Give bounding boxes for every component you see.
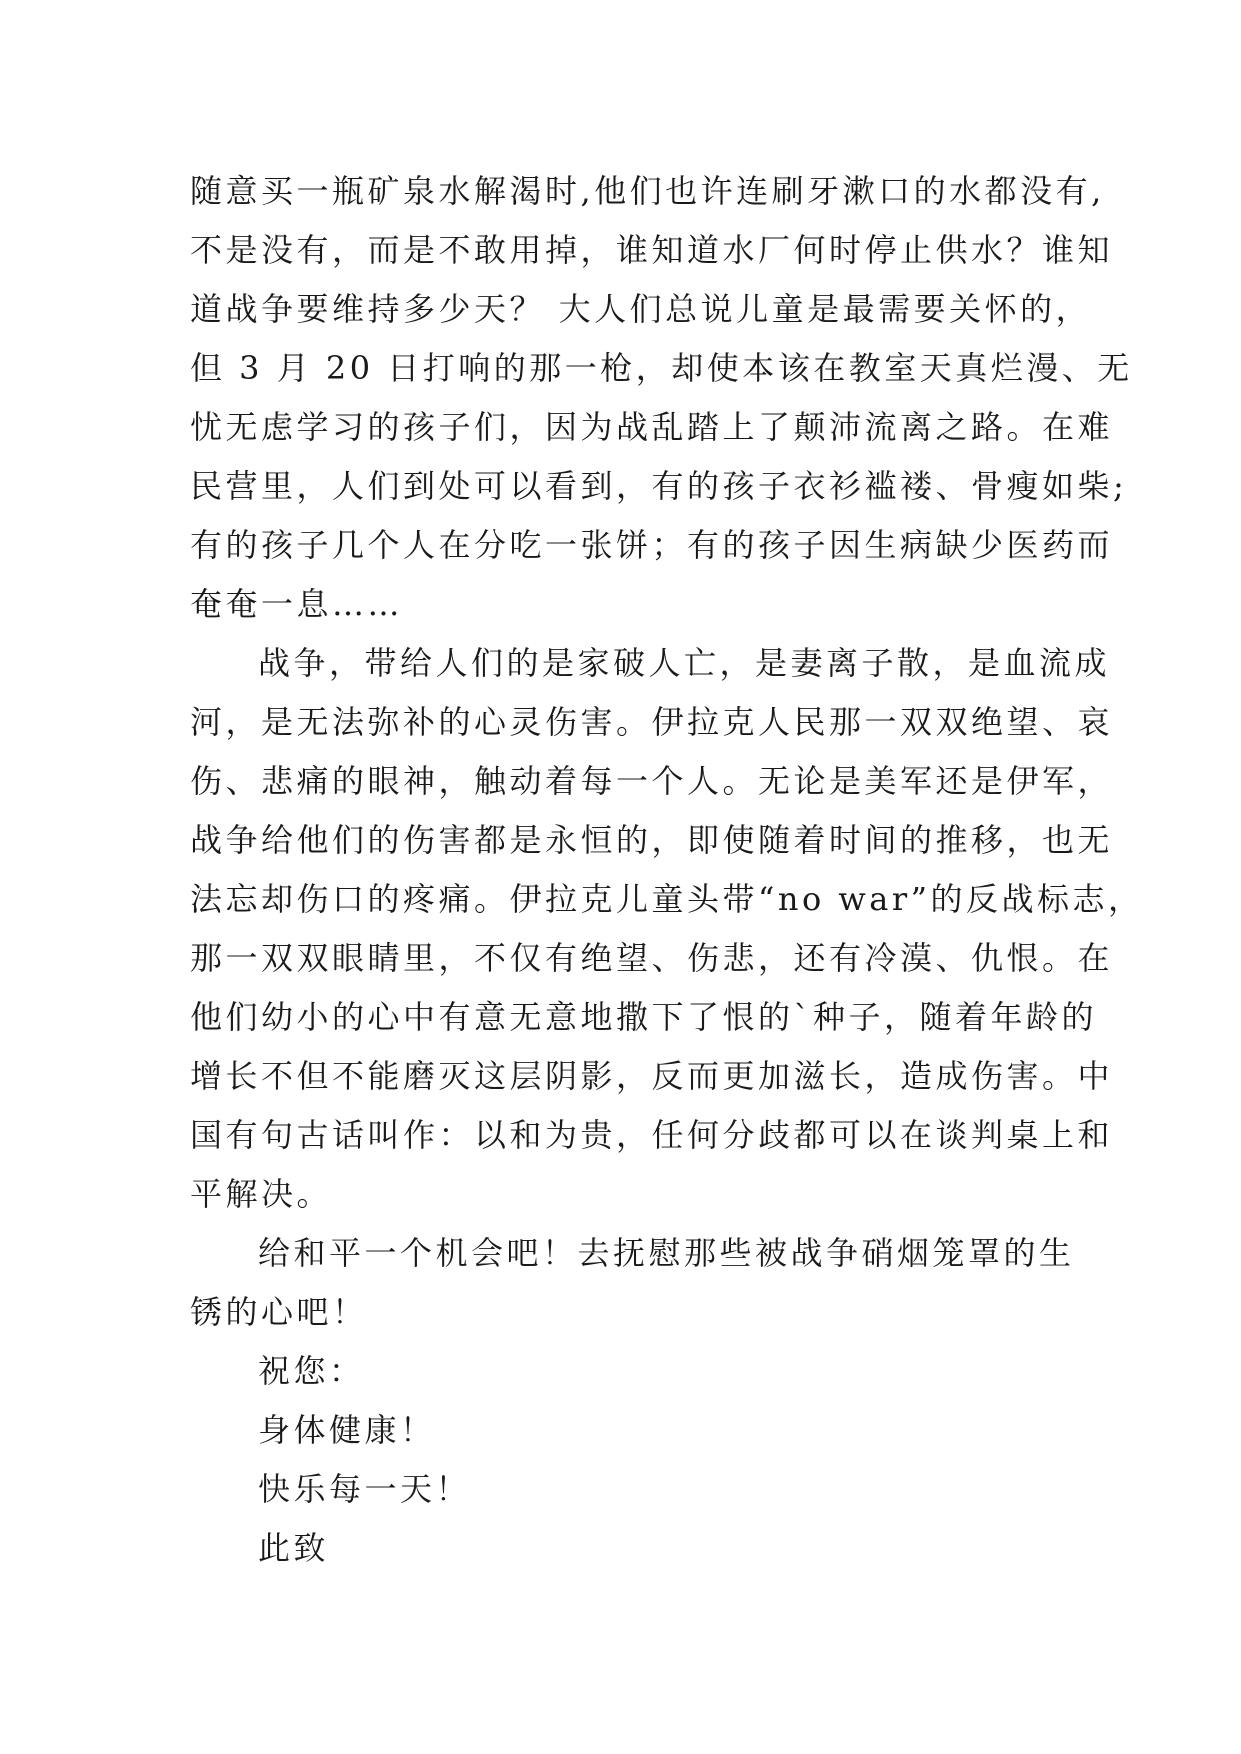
text-line: 快乐每一天！ [258,1470,472,1508]
text-line: 祝您： [258,1352,365,1390]
text-line: 国有句古话叫作：以和为贵，任何分歧都可以在谈判桌上和 [190,1116,1114,1154]
text-line: 伤、悲痛的眼神，触动着每一个人。无论是美军还是伊军， [190,762,1114,800]
text-line: 奄奄一息…… [190,585,404,623]
letter-body [190,162,1144,1578]
text-line: 河，是无法弥补的心灵伤害。伊拉克人民那一双双绝望、哀 [190,703,1114,741]
text-line: 随意买一瓶矿泉水解渴时,他们也许连刷牙漱口的水都没有, [190,172,1105,210]
text-line: 平解决。 [190,1175,333,1213]
text-line: 民营里，人们到处可以看到，有的孩子衣衫褴褛、骨瘦如柴; [190,467,1128,505]
text-line: 战争给他们的伤害都是永恒的，即使随着时间的推移，也无 [190,821,1114,859]
text-line: 增长不但不能磨灭这层阴影，反而更加滋长，造成伤害。中 [190,1057,1114,1095]
text-line: 忧无虑学习的孩子们，因为战乱踏上了颠沛流离之路。在难 [190,408,1114,446]
text-line: 道战争要维持多少天？ 大人们总说儿童是最需要关怀的， [190,290,1092,328]
text-line: 但 3 月 20 日打响的那一枪，却使本该在教室天真烂漫、无 [190,349,1133,387]
text-line: 战争，带给人们的是家破人亡，是妻离子散，是血流成 [258,644,1111,682]
text-line: 不是没有，而是不敢用掉，谁知道水厂何时停止供水？谁知 [190,231,1114,269]
text-line: 身体健康！ [258,1411,436,1449]
text-line: 给和平一个机会吧！去抚慰那些被战争硝烟笼罩的生 [258,1234,1075,1272]
text-line: 有的孩子几个人在分吃一张饼；有的孩子因生病缺少医药而 [190,526,1114,564]
text-line: 他们幼小的心中有意无意地撒下了恨的`种子，随着年龄的 [190,998,1098,1036]
text-line: 锈的心吧！ [190,1293,368,1331]
text-line: 那一双双眼睛里，不仅有绝望、伤悲，还有冷漠、仇恨。在 [190,939,1114,977]
text-line: 法忘却伤口的疼痛。伊拉克儿童头带“no war”的反战标志， [190,880,1144,918]
text-line: 此致 [258,1529,330,1567]
